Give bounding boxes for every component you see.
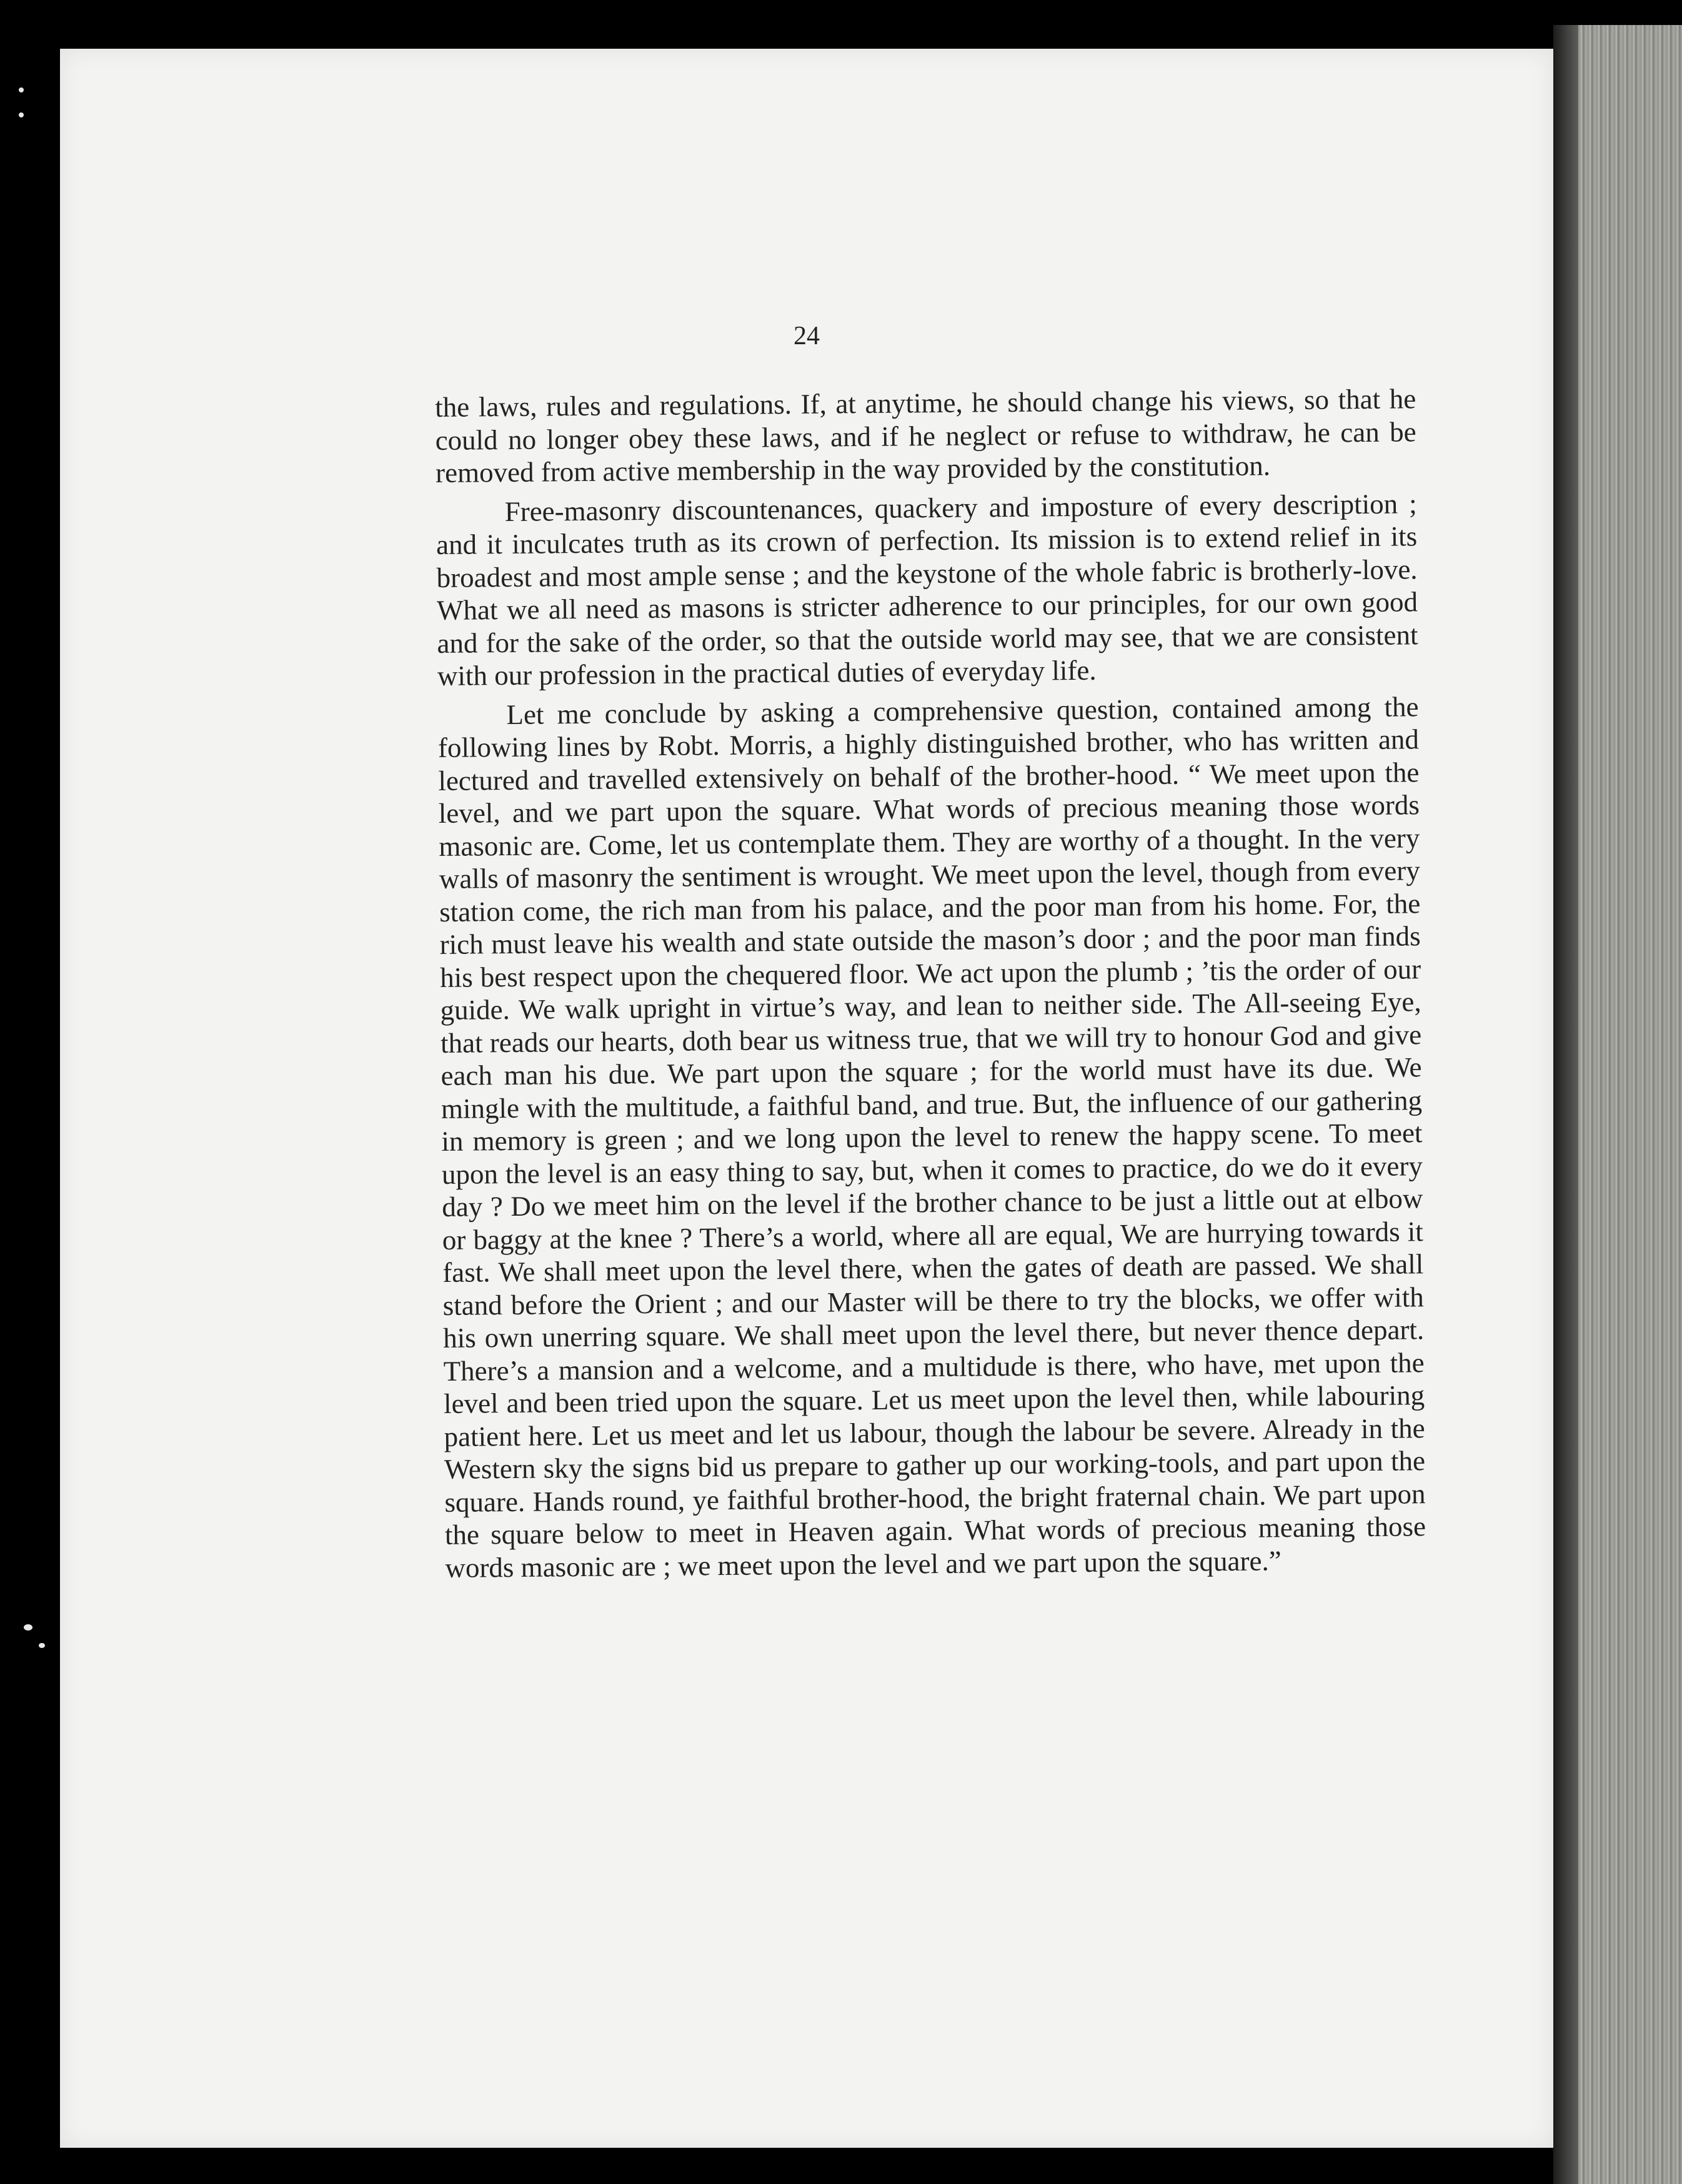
scan-speck bbox=[19, 87, 24, 92]
scan-speck bbox=[19, 112, 24, 117]
document-page bbox=[60, 49, 1553, 2148]
body-text bbox=[435, 382, 1426, 1591]
page-number: 24 bbox=[794, 322, 820, 350]
scan-speck bbox=[24, 1624, 32, 1631]
paragraph-2: Free-masonry discountenances, quackery and imposture of every description ; and it inculcates truth as its crown of perfection. Its mission is to extend relief in its broadest and most ample sense ; and the keystone of the whole fabric is brotherly-love. What we all need as masons is stricter adherence to our principles, for our own good and for the sake of the order, so that the outside world may see, that we are consistent with our profession in the practical duties of everyday life. bbox=[435, 487, 1418, 692]
paragraph-3: Let me conclude by asking a comprehensive question, contained among the following lines by Robt. Morris, a highly distinguished brother, who has written and lectured and travelled extensively on behalf of the brother-hood. “ We meet upon the level, and we part upon the square. What words of precious meaning those words masonic are. Come, let us contemplate them. They are worthy of a thought. In the very walls of masonry the sentiment is wrought. We meet upon the level, though from every station come, the rich man from his palace, and the poor man from his home. For, the rich must leave his wealth and state outside the mason’s door ; and the poor man finds his best respect upon the chequered floor. We act upon the plumb ; ’tis the order of our guide. We walk upright in virtue’s way, and lean to neither side. The All-seeing Eye, that reads our hearts, doth bear us witness true, that we will try to honour God and give each man his due. We part upon the square ; for the world must have its due. We mingle with the multitude, a faithful band, and true. But, the influence of our gathering in memory is green ; and we long upon the level to renew the happy scene. To meet upon the level is an easy thing to say, but, when it comes to practice, do we do it every day ? Do we meet him on the level if the brother chance to be just a little out at elbow or baggy at the knee ? There’s a world, where all are equal, We are hurrying towards it fast. We shall meet upon the level there, when the gates of death are passed. We shall stand before the Orient ; and our Master will be there to try the blocks, we offer with his own unerring square. We shall meet upon the level there, but never thence depart. There’s a mansion and a welcome, and a multidude is there, who have, met upon the level and been tried upon the square. Let us meet upon the level then, while labouring patient here. Let us meet and let us labour, though the labour be severe. Already in the Western sky the signs bid us prepare to gather up our working-tools, and part upon the square. Hands round, ye faithful brother-hood, the bright fraternal chain. We part upon the square below to meet in Heaven again. What words of precious meaning those words masonic are ; we meet upon the level and we part upon the square.” bbox=[437, 690, 1426, 1584]
book-edge bbox=[1553, 25, 1682, 2184]
paragraph-1: the laws, rules and regulations. If, at anytime, he should change his views, so that he could no longer obey these laws, and if he neglect or refuse to withdraw, he can be removed from active membership in the way provided by the constitution. bbox=[435, 383, 1416, 489]
scan-speck bbox=[39, 1643, 45, 1648]
